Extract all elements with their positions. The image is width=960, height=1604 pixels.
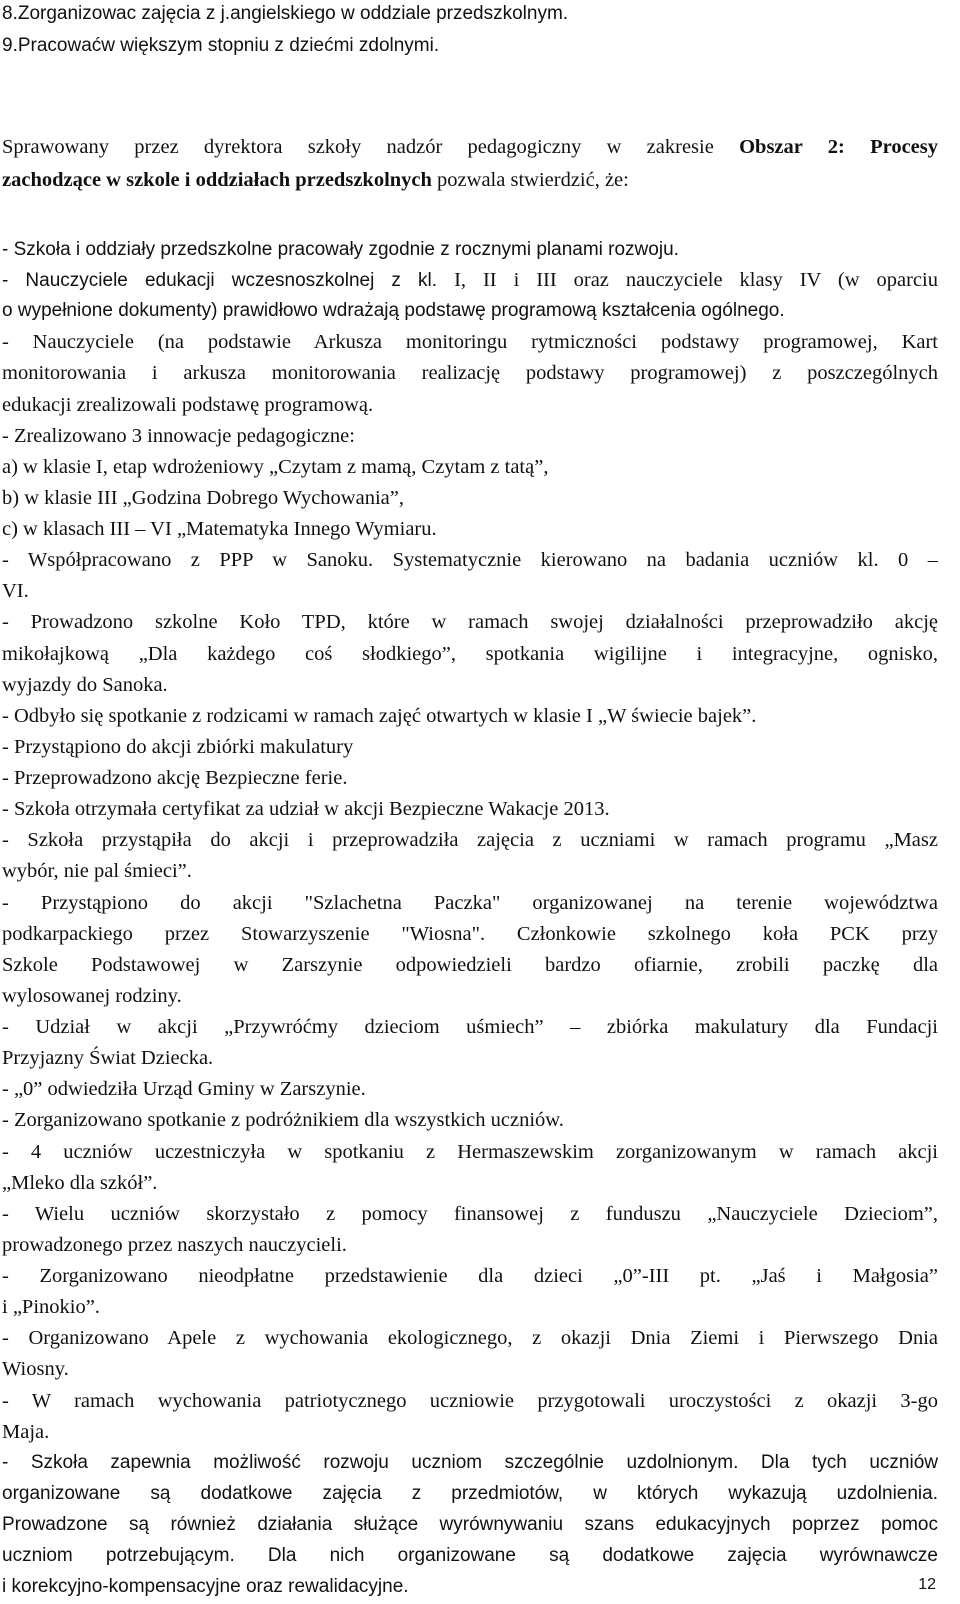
text-line [2, 1171, 938, 1195]
text-line [2, 361, 938, 385]
line-text: - 4 uczniów uczestniczyła w spotkaniu z Hermaszewskim zorganizowanym w ramach akcji [2, 1141, 938, 1163]
line-text: - Organizowano Apele z wychowania ekologicznego, z okazji Dnia Ziemi i Pierwszego Dnia [2, 1327, 938, 1349]
text-line [2, 1357, 938, 1381]
line-text-continuation: I, II i III oraz nauczyciele klasy IV (w oparciu [454, 269, 938, 291]
text-line [2, 238, 938, 262]
line-text: Prowadzone są również działania służące wyrównywaniu szans edukacyjnych poprzez pomoc [2, 1514, 938, 1535]
line-text: - Nauczyciele edukacji wczesnoszkolnej z kl. [2, 270, 455, 291]
text-line [2, 922, 938, 946]
line-text: monitorowania i arkusza monitorowania realizację podstawy programowej) z poszczególnych [2, 362, 938, 384]
text-line [2, 859, 938, 883]
text-line [2, 486, 938, 510]
line-text: podkarpackiego przez Stowarzyszenie "Wiosna". Członkowie szkolnego koła PCK przy [2, 923, 938, 945]
line-text: prowadzonego przez naszych nauczycieli. [2, 1234, 347, 1256]
line-text: - W ramach wychowania patriotycznego uczniowie przygotowali uroczystości z okazji 3-go [2, 1390, 938, 1412]
line-text: - Zrealizowano 3 innowacje pedagogiczne: [2, 425, 355, 447]
line-text: i korekcyjno-kompensacyjne oraz rewalidacyjne. [2, 1576, 409, 1597]
bold-text: zachodzące w szkole i oddziałach przedszkolnych [2, 169, 432, 191]
line-text: 8.Zorganizowac zajęcia z j.angielskiego w oddziale przedszkolnym. [2, 3, 569, 24]
line-text: - Szkoła i oddziały przedszkolne pracowały zgodnie z rocznymi planami rozwoju. [2, 239, 679, 260]
text-line [2, 1295, 938, 1319]
line-text: wylosowanej rodziny. [2, 985, 182, 1007]
line-text: - Współpracowano z PPP w Sanoku. Systematycznie kierowano na badania uczniów kl. 0 – [2, 549, 938, 571]
text-line [2, 517, 938, 541]
text-line [2, 1326, 938, 1350]
line-text: b) w klasie III „Godzina Dobrego Wychowania”, [2, 487, 404, 509]
line-text: - Zorganizowano spotkanie z podróżnikiem dla wszystkich uczniów. [2, 1109, 564, 1131]
line-text: i „Pinokio”. [2, 1296, 100, 1318]
line-text: - Zorganizowano nieodpłatne przedstawienie dla dzieci „0”-III pt. „Jaś i Małgosia” [2, 1265, 938, 1287]
text-line [2, 1140, 938, 1164]
text-line [2, 797, 938, 821]
text-line [2, 393, 938, 417]
text-line [2, 168, 938, 192]
text-line [2, 828, 938, 852]
line-text: - Wielu uczniów skorzystało z pomocy finansowej z funduszu „Nauczyciele Dzieciom”, [2, 1203, 938, 1225]
text-line [2, 1513, 938, 1537]
line-text: VI. [2, 580, 29, 602]
line-text: organizowane są dodatkowe zajęcia z przedmiotów, w których wykazują uzdolnienia. [2, 1483, 938, 1504]
line-text: - Przystąpiono do akcji zbiórki makulatury [2, 736, 354, 758]
bold-text: Obszar 2: Procesy [739, 136, 938, 158]
line-text: - „0” odwiedziła Urząd Gminy w Zarszynie. [2, 1078, 366, 1100]
line-text: o wypełnione dokumenty) prawidłowo wdrażają podstawę programową kształcenia ogólnego. [2, 300, 785, 321]
text-line [2, 642, 938, 666]
text-line [2, 1575, 938, 1599]
text-line [2, 1015, 938, 1039]
text-line [2, 34, 938, 58]
page-number: 12 [918, 1576, 936, 1593]
text-line [2, 135, 938, 159]
text-line [2, 424, 938, 448]
text-line [2, 1202, 938, 1226]
line-text: Szkole Podstawowej w Zarszynie odpowiedzieli bardzo ofiarnie, zrobili paczkę dla [2, 954, 938, 976]
text-line [2, 766, 938, 790]
text-line [2, 299, 938, 323]
line-text: Maja. [2, 1421, 50, 1443]
text-line [2, 610, 938, 634]
text-line [2, 953, 938, 977]
text-line [2, 673, 938, 697]
text-line [2, 1389, 938, 1413]
text-line [2, 1420, 938, 1444]
line-text: wyjazdy do Sanoka. [2, 674, 168, 696]
text-line [2, 1451, 938, 1475]
text-line [2, 1077, 938, 1101]
line-text: - Przeprowadzono akcję Bezpieczne ferie. [2, 767, 348, 789]
text-line [2, 455, 938, 479]
line-text: „Mleko dla szkół”. [2, 1172, 158, 1194]
text-line [2, 1108, 938, 1132]
text-line [2, 579, 938, 603]
line-text: - Szkoła otrzymała certyfikat za udział w akcji Bezpieczne Wakacje 2013. [2, 798, 610, 820]
text-line [2, 1233, 938, 1257]
text-line [2, 1482, 938, 1506]
line-text: - Prowadzono szkolne Koło TPD, które w ramach swojej działalności przeprowadziło akcję [2, 611, 938, 633]
line-text: - Nauczyciele (na podstawie Arkusza monitoringu rytmiczności podstawy programowej, Kart [2, 331, 938, 353]
line-text: pozwala stwierdzić, że: [431, 169, 629, 191]
line-text: Wiosny. [2, 1358, 69, 1380]
line-text: uczniom potrzebującym. Dla nich organizowane są dodatkowe zajęcia wyrównawcze [2, 1545, 938, 1566]
text-line [2, 735, 938, 759]
text-line [2, 1046, 938, 1070]
text-line [2, 891, 938, 915]
line-text: - Przystąpiono do akcji "Szlachetna Paczka" organizowanej na terenie województwa [2, 892, 938, 914]
text-line [2, 1264, 938, 1288]
line-text: - Szkoła przystąpiła do akcji i przeprowadziła zajęcia z uczniami w ramach programu „Masz [2, 829, 938, 851]
text-line [2, 984, 938, 1008]
line-text: Sprawowany przez dyrektora szkoły nadzór pedagogiczny w zakresie [2, 136, 740, 158]
line-text: - Odbyło się spotkanie z rodzicami w ramach zajęć otwartych w klasie I „W świecie bajek”. [2, 705, 757, 727]
line-text: mikołajkową „Dla każdego coś słodkiego”, spotkania wigilijne i integracyjne, ognisko, [2, 643, 938, 665]
line-text: wybór, nie pal śmieci”. [2, 860, 192, 882]
text-line [2, 268, 938, 293]
line-text: - Udział w akcji „Przywróćmy dzieciom uśmiech” – zbiórka makulatury dla Fundacji [2, 1016, 938, 1038]
text-line [2, 330, 938, 354]
line-text: Przyjazny Świat Dziecka. [2, 1047, 214, 1069]
text-line [2, 1544, 938, 1568]
text-line [2, 548, 938, 572]
line-text: edukacji zrealizowali podstawę programową. [2, 394, 374, 416]
text-line [2, 2, 938, 26]
line-text: 9.Pracowaćw większym stopniu z dziećmi zdolnymi. [2, 35, 440, 56]
text-line [2, 704, 938, 728]
line-text: - Szkoła zapewnia możliwość rozwoju uczniom szczególnie uzdolnionym. Dla tych uczniów [2, 1452, 938, 1473]
line-text: c) w klasach III – VI „Matematyka Innego Wymiaru. [2, 518, 437, 540]
line-text: a) w klasie I, etap wdrożeniowy „Czytam z mamą, Czytam z tatą”, [2, 456, 549, 478]
